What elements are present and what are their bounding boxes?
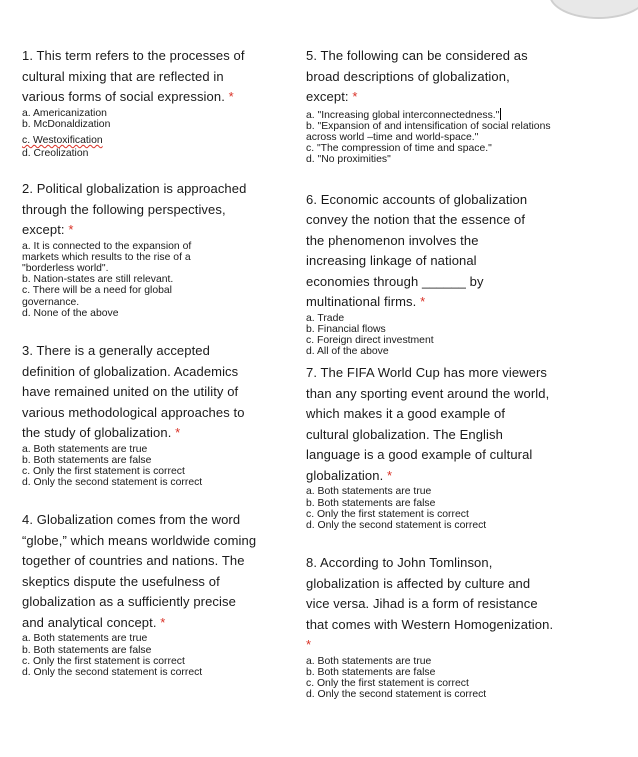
option[interactable]: c. Only the first statement is correct (22, 465, 185, 477)
question-5 (306, 46, 551, 166)
option[interactable]: c. "The compression of time and space." (306, 143, 492, 155)
option[interactable]: c. Only the first statement is correct (306, 678, 469, 690)
question-text: 3. There is a generally accepted definition of globalization. Academics have remained united on the utility of various methodological approaches to the study of globalization. (22, 343, 245, 441)
option[interactable]: d. Only the second statement is correct (306, 689, 487, 701)
option[interactable]: c. There will be a need for global governance. (22, 285, 172, 308)
question-text: 4. Globalization comes from the word “globe,” which means worldwide coming together of countries and nations. The skeptics dispute the usefulness of globalization as a sufficiently precise and analytical concept. (22, 512, 257, 630)
right-column (306, 46, 628, 700)
required-asterisk: * (387, 467, 393, 483)
required-asterisk: * (352, 89, 358, 104)
option[interactable]: b. Both statements are false (306, 497, 436, 509)
question-7 (306, 363, 550, 531)
question-text: 1. This term refers to the processes of cultural mixing that are reflected in various forms of social expression. (22, 48, 245, 104)
option[interactable]: d. All of the above (306, 346, 389, 358)
question-3 (22, 341, 258, 488)
option[interactable]: a. Trade (306, 312, 345, 324)
option[interactable]: b. McDonaldization (22, 118, 111, 130)
question-text: 8. According to John Tomlinson, globalization is affected by culture and vice versa. Jihad is a form of resistance that comes with Western Homogenization. (306, 555, 554, 632)
question-text: 5. The following can be considered as broad descriptions of globalization, except: (306, 48, 528, 104)
question-6 (306, 190, 542, 358)
text-cursor (500, 108, 501, 120)
option[interactable]: d. Only the second statement is correct (22, 666, 203, 678)
option[interactable]: a. "Increasing global interconnectedness." (306, 109, 500, 121)
option[interactable]: a. Both statements are true (306, 486, 432, 498)
required-asterisk: * (175, 425, 181, 441)
option[interactable]: a. Both statements are true (306, 655, 432, 667)
left-column (22, 46, 284, 678)
option[interactable]: d. "No proximities" (306, 154, 391, 166)
option[interactable]: d. Only the second statement is correct (22, 477, 203, 489)
option[interactable]: b. Both statements are false (306, 666, 436, 678)
required-asterisk: * (160, 614, 166, 630)
required-asterisk: * (420, 294, 426, 310)
option[interactable]: c. Westoxification (22, 134, 103, 146)
option[interactable]: a. It is connected to the expansion of markets which results to the rise of a "borderless world". (22, 240, 192, 275)
corner-shape (549, 0, 638, 19)
question-8 (306, 553, 554, 700)
question-1 (22, 46, 258, 159)
option[interactable]: b. Both statements are false (22, 644, 152, 656)
required-asterisk: * (306, 637, 312, 653)
option[interactable]: b. Financial flows (306, 323, 386, 335)
option[interactable]: a. Both statements are true (22, 443, 148, 455)
required-asterisk: * (68, 222, 74, 238)
option[interactable]: b. Both statements are false (22, 454, 152, 466)
option[interactable]: d. None of the above (22, 307, 119, 319)
option[interactable]: c. Only the first statement is correct (306, 508, 469, 520)
question-2 (22, 179, 262, 319)
option[interactable]: c. Only the first statement is correct (22, 655, 185, 667)
option[interactable]: b. Nation-states are still relevant. (22, 274, 174, 286)
question-text: 6. Economic accounts of globalization convey the notion that the essence of the phenomenon involves the increasing linkage of national economies through ______ by multinational firms. (306, 191, 528, 310)
option[interactable]: b. "Expansion of and intensification of social relations across world –time and world-space." (306, 120, 551, 143)
option[interactable]: c. Foreign direct investment (306, 334, 434, 346)
option[interactable]: a. Americanization (22, 107, 107, 119)
required-asterisk: * (228, 89, 234, 104)
option[interactable]: a. Both statements are true (22, 633, 148, 645)
question-text: 2. Political globalization is approached through the following perspectives, except: (22, 181, 247, 238)
question-4 (22, 510, 258, 678)
option[interactable]: d. Only the second statement is correct (306, 519, 487, 531)
option[interactable]: d. Creolization (22, 147, 89, 159)
question-text: 7. The FIFA World Cup has more viewers than any sporting event around the world, which makes it a good example of cultural globalization. The English language is a good example of cultural globalization. (306, 365, 550, 483)
